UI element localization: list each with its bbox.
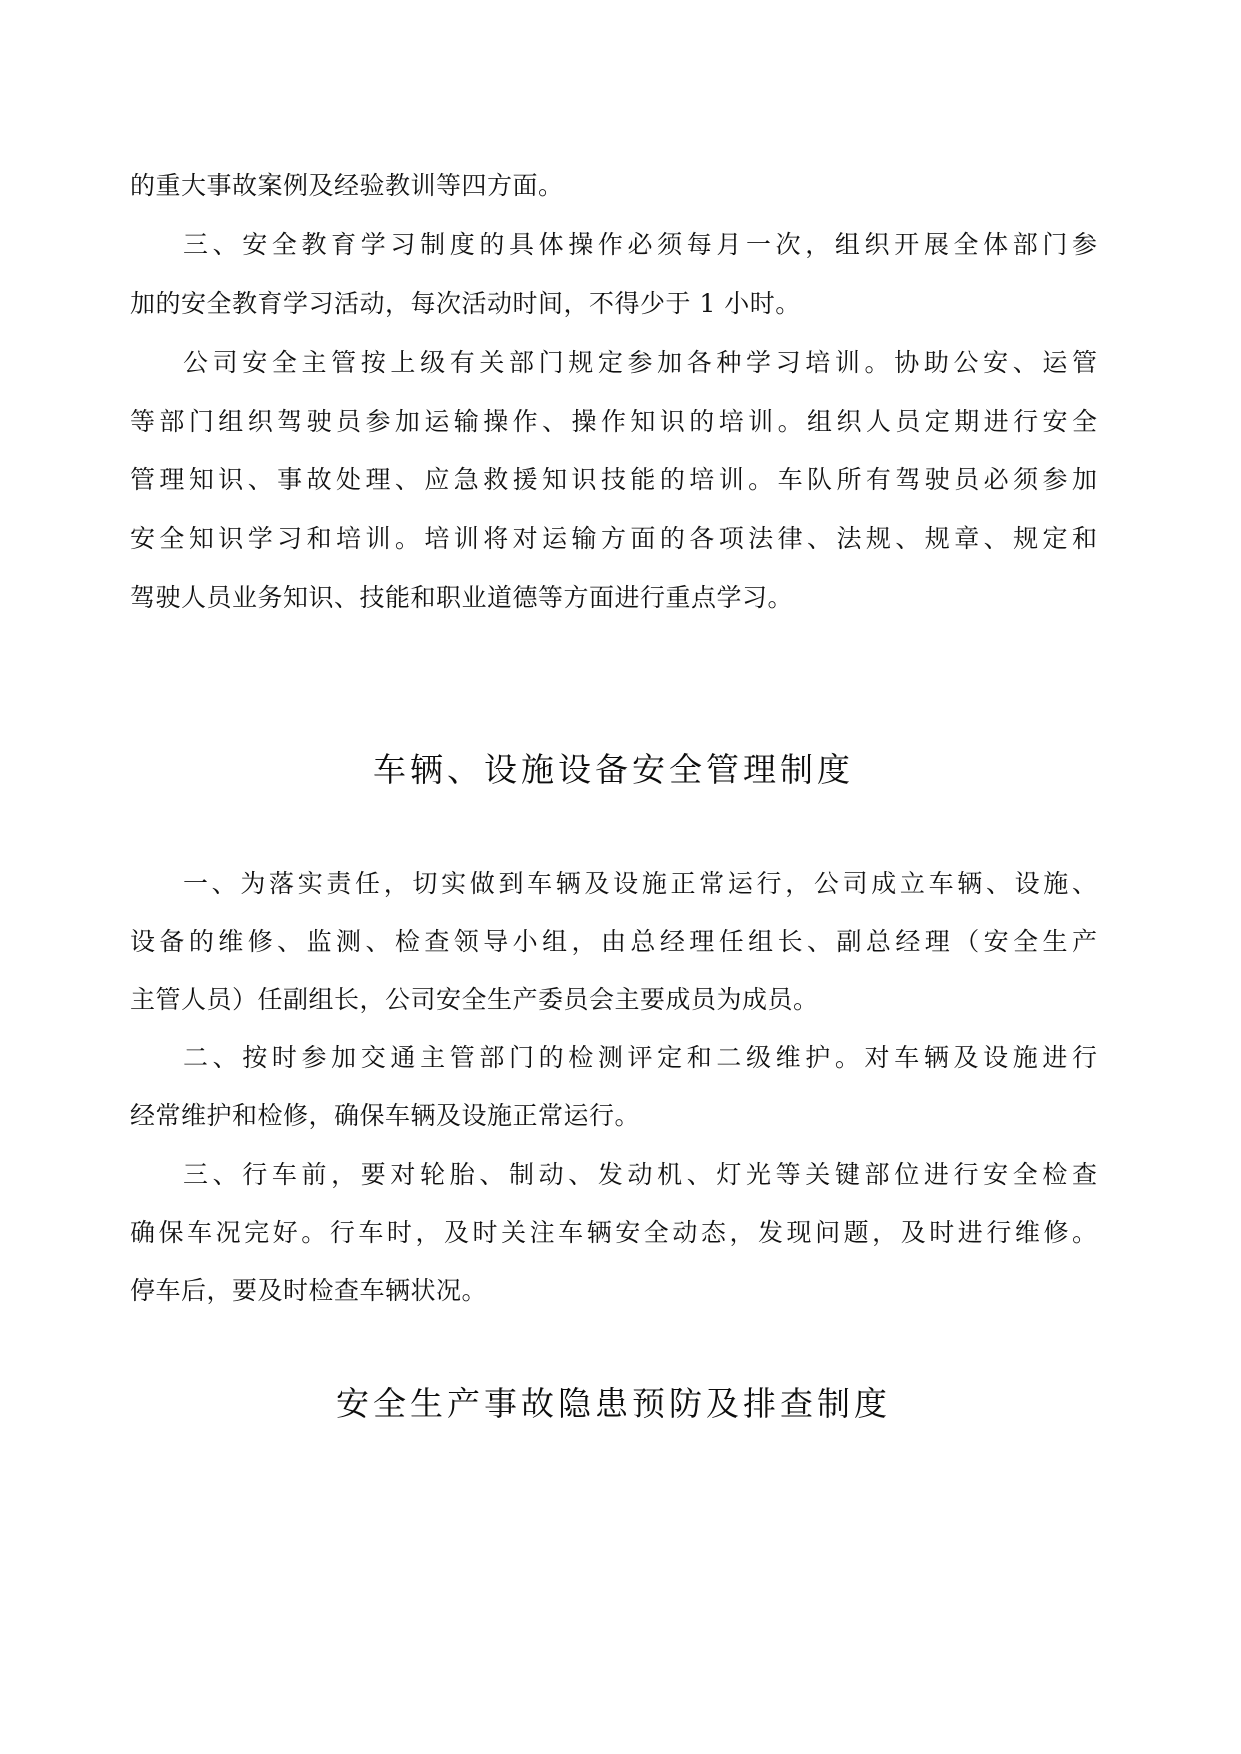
body-line: 等部门组织驾驶员参加运输操作、操作知识的培训。组织人员定期进行安全 [130, 407, 1097, 436]
body-line: 主管人员）任副组长，公司安全生产委员会主要成员为成员。 [130, 985, 819, 1014]
body-line: 经常维护和检修，确保车辆及设施正常运行。 [130, 1101, 641, 1130]
body-line: 安全知识学习和培训。培训将对运输方面的各项法律、法规、规章、规定和 [130, 524, 1097, 553]
body-line: 一、为落实责任，切实做到车辆及设施正常运行，公司成立车辆、设施、 [183, 869, 1097, 898]
body-line: 设备的维修、监测、检查领导小组，由总经理任组长、副总经理（安全生产 [130, 927, 1097, 956]
body-line: 公司安全主管按上级有关部门规定参加各种学习培训。协助公安、运管 [183, 348, 1097, 377]
section-heading: 车辆、设施设备安全管理制度 [373, 750, 854, 789]
body-line: 三、安全教育学习制度的具体操作必须每月一次，组织开展全体部门参 [183, 230, 1097, 259]
body-line: 三、行车前，要对轮胎、制动、发动机、灯光等关键部位进行安全检查 [183, 1160, 1097, 1189]
body-line: 二、按时参加交通主管部门的检测评定和二级维护。对车辆及设施进行 [183, 1043, 1097, 1072]
section-heading: 安全生产事故隐患预防及排查制度 [336, 1384, 891, 1423]
body-line: 管理知识、事故处理、应急救援知识技能的培训。车队所有驾驶员必须参加 [130, 465, 1097, 494]
body-line: 加的安全教育学习活动，每次活动时间，不得少于 1 小时。 [130, 289, 801, 318]
body-line: 的重大事故案例及经验教训等四方面。 [130, 171, 564, 200]
body-line: 确保车况完好。行车时，及时关注车辆安全动态，发现问题，及时进行维修。 [130, 1218, 1097, 1247]
body-line: 驾驶人员业务知识、技能和职业道德等方面进行重点学习。 [130, 583, 794, 612]
body-line: 停车后，要及时检查车辆状况。 [130, 1276, 488, 1305]
